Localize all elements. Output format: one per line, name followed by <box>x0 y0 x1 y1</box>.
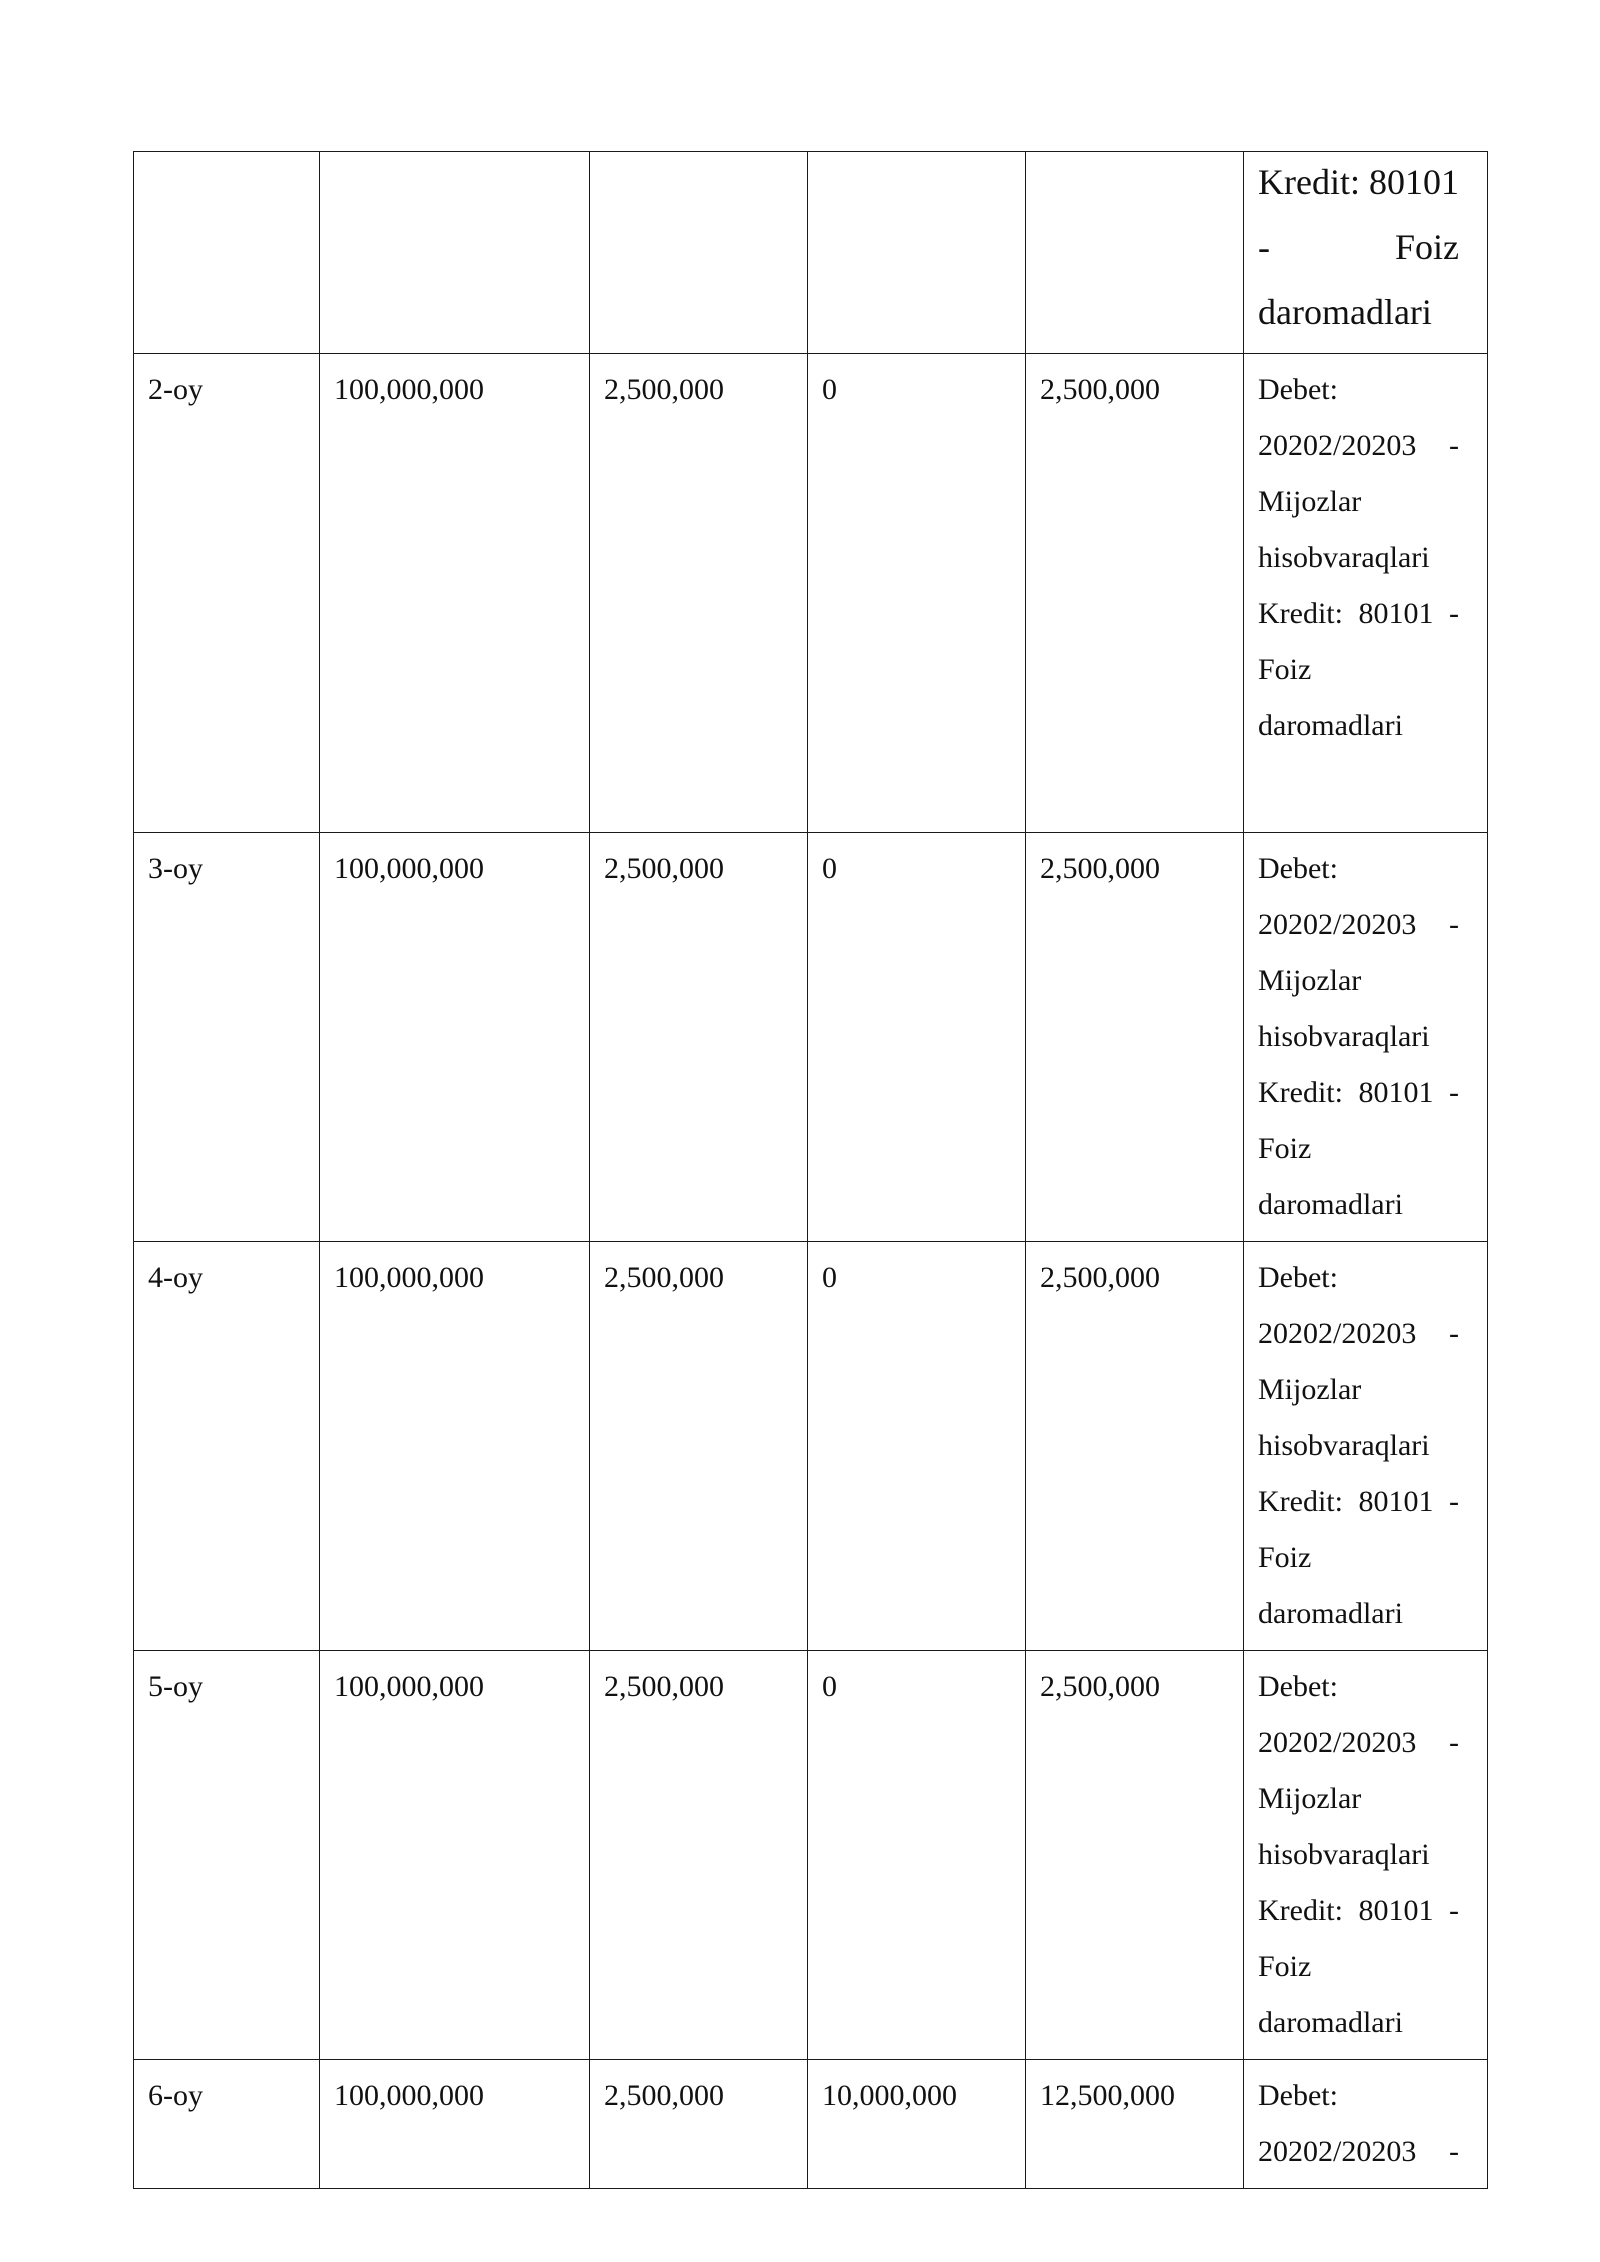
entry-dash: - <box>1449 1317 1459 1350</box>
entry-dash: - <box>1449 1485 1459 1518</box>
entry-debet: Debet: <box>1258 1261 1338 1294</box>
repayment-cell: 0 <box>808 354 1026 833</box>
entry-dash: - <box>1449 2135 1459 2168</box>
entry-account: 20202/20203 <box>1258 429 1417 462</box>
table-row <box>134 354 1488 833</box>
principal-cell: 100,000,000 <box>320 1242 590 1651</box>
total-cell: 2,500,000 <box>1026 1242 1244 1651</box>
repayment-cell <box>808 152 1026 354</box>
accounting-entry-cell <box>1244 1651 1488 2060</box>
accounting-entry-cell <box>1244 1242 1488 1651</box>
interest-cell <box>590 152 808 354</box>
entry-account-line <box>1258 905 1459 961</box>
total-cell: 12,500,000 <box>1026 2060 1244 2189</box>
entry-kredit-line <box>1258 1073 1459 1129</box>
entry-line-foiz <box>1258 223 1459 288</box>
entry-dash: - <box>1258 227 1270 267</box>
total-cell: 2,500,000 <box>1026 354 1244 833</box>
entry-kredit-line <box>1258 1482 1459 1538</box>
entry-debet: Debet: <box>1258 373 1338 406</box>
entry-account-line <box>1258 426 1459 482</box>
entry-hisobvaraqlari: hisobvaraqlari <box>1258 1020 1430 1053</box>
interest-cell: 2,500,000 <box>590 1242 808 1651</box>
entry-debet: Debet: <box>1258 852 1338 885</box>
principal-cell: 100,000,000 <box>320 1651 590 2060</box>
principal-cell: 100,000,000 <box>320 2060 590 2189</box>
entry-hisobvaraqlari: hisobvaraqlari <box>1258 541 1430 574</box>
entry-daromadlari: daromadlari <box>1258 2006 1403 2039</box>
table-row <box>134 2060 1488 2189</box>
entry-mijozlar: Mijozlar <box>1258 1373 1362 1406</box>
entry-dash: - <box>1449 1076 1459 1109</box>
entry-account: 20202/20203 <box>1258 908 1417 941</box>
entry-account-line <box>1258 1723 1459 1779</box>
table-row-continuation <box>134 152 1488 354</box>
entry-line-daromadlari: daromadlari <box>1258 292 1432 332</box>
entry-dash: - <box>1449 429 1459 462</box>
entry-hisobvaraqlari: hisobvaraqlari <box>1258 1429 1430 1462</box>
principal-cell <box>320 152 590 354</box>
period-cell: 6-oy <box>134 2060 320 2189</box>
total-cell: 2,500,000 <box>1026 1651 1244 2060</box>
accounting-entry-cell <box>1244 152 1488 354</box>
entry-dash: - <box>1449 1894 1459 1927</box>
entry-kredit-line <box>1258 1891 1459 1947</box>
entry-debet: Debet: <box>1258 2079 1338 2112</box>
principal-cell: 100,000,000 <box>320 354 590 833</box>
period-cell: 4-oy <box>134 1242 320 1651</box>
entry-daromadlari: daromadlari <box>1258 1188 1403 1221</box>
entry-foiz: Foiz <box>1258 1132 1312 1165</box>
entry-kredit-line <box>1258 594 1459 650</box>
entry-debet: Debet: <box>1258 1670 1338 1703</box>
interest-cell: 2,500,000 <box>590 1651 808 2060</box>
entry-dash: - <box>1449 908 1459 941</box>
total-cell <box>1026 152 1244 354</box>
repayment-cell: 0 <box>808 833 1026 1242</box>
accounting-entry-cell <box>1244 833 1488 1242</box>
entry-foiz-word: Foiz <box>1394 227 1459 267</box>
table-row <box>134 1651 1488 2060</box>
interest-cell: 2,500,000 <box>590 833 808 1242</box>
entry-account: 20202/20203 <box>1258 1317 1417 1350</box>
entry-foiz: Foiz <box>1258 1541 1312 1574</box>
interest-cell: 2,500,000 <box>590 354 808 833</box>
entry-account: 20202/20203 <box>1258 2135 1417 2168</box>
loan-schedule-table <box>133 151 1488 2189</box>
entry-daromadlari: daromadlari <box>1258 709 1403 742</box>
entry-dash: - <box>1449 1726 1459 1759</box>
period-cell <box>134 152 320 354</box>
entry-hisobvaraqlari: hisobvaraqlari <box>1258 1838 1430 1871</box>
entry-mijozlar: Mijozlar <box>1258 1782 1362 1815</box>
entry-line-kredit: Kredit: 80101 <box>1258 162 1459 202</box>
period-cell: 5-oy <box>134 1651 320 2060</box>
entry-mijozlar: Mijozlar <box>1258 485 1362 518</box>
table-row <box>134 1242 1488 1651</box>
period-cell: 3-oy <box>134 833 320 1242</box>
total-cell: 2,500,000 <box>1026 833 1244 1242</box>
entry-mijozlar: Mijozlar <box>1258 964 1362 997</box>
repayment-cell: 0 <box>808 1242 1026 1651</box>
table-row <box>134 833 1488 1242</box>
accounting-entry-cell <box>1244 2060 1488 2189</box>
entry-account: 20202/20203 <box>1258 1726 1417 1759</box>
entry-kredit: Kredit: 80101 <box>1258 1485 1434 1518</box>
entry-account-line <box>1258 1314 1459 1370</box>
repayment-cell: 10,000,000 <box>808 2060 1026 2189</box>
entry-foiz: Foiz <box>1258 653 1312 686</box>
entry-dash: - <box>1449 597 1459 630</box>
interest-cell: 2,500,000 <box>590 2060 808 2189</box>
entry-kredit: Kredit: 80101 <box>1258 1894 1434 1927</box>
entry-kredit: Kredit: 80101 <box>1258 1076 1434 1109</box>
entry-kredit: Kredit: 80101 <box>1258 597 1434 630</box>
accounting-entry-cell <box>1244 354 1488 833</box>
repayment-cell: 0 <box>808 1651 1026 2060</box>
principal-cell: 100,000,000 <box>320 833 590 1242</box>
entry-foiz: Foiz <box>1258 1950 1312 1983</box>
period-cell: 2-oy <box>134 354 320 833</box>
entry-account-line <box>1258 2132 1459 2188</box>
entry-daromadlari: daromadlari <box>1258 1597 1403 1630</box>
